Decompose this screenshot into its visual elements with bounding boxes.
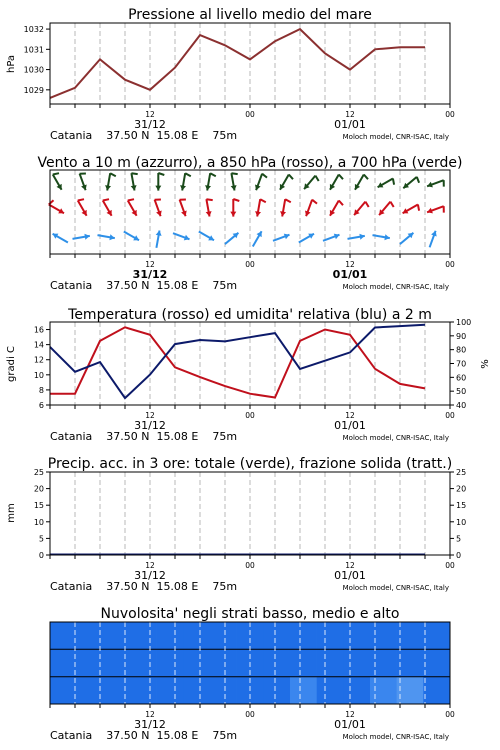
cloud-cell-medio bbox=[103, 649, 130, 677]
y-tick-label: 40 bbox=[456, 401, 467, 410]
model-credit: Moloch model, CNR-ISAC, Italy bbox=[342, 584, 449, 592]
y-tick-label: 25 bbox=[456, 468, 467, 477]
x-tick-label: 12 bbox=[345, 561, 355, 570]
wind-barb bbox=[280, 199, 291, 216]
y-tick-label: 10 bbox=[33, 370, 44, 380]
cloud-cell-basso bbox=[263, 677, 290, 705]
wind-barb bbox=[124, 232, 139, 241]
cloud-cell-alto bbox=[103, 622, 130, 650]
cloud-cell-medio bbox=[157, 649, 184, 677]
x-tick-label: 12 bbox=[345, 710, 355, 719]
y-tick-label: 15 bbox=[33, 501, 44, 511]
panel-precipitation bbox=[6, 456, 466, 593]
model-credit: Moloch model, CNR-ISAC, Italy bbox=[342, 283, 449, 291]
wind-barb-feather bbox=[185, 173, 191, 176]
x-tick-label: 00 bbox=[445, 710, 455, 719]
cloud-cell-medio bbox=[130, 649, 157, 677]
x-tick-label: 12 bbox=[145, 260, 155, 269]
cloud-cell-medio bbox=[423, 649, 450, 677]
wind-barb-feather bbox=[339, 175, 343, 180]
wind-barb bbox=[305, 200, 317, 217]
wind-barb bbox=[255, 174, 267, 191]
cloud-cell-basso bbox=[397, 677, 424, 705]
wind-grid bbox=[75, 170, 425, 254]
date-label: 31/12 bbox=[134, 569, 166, 582]
wind-barb bbox=[355, 175, 368, 190]
wind-barb bbox=[156, 231, 162, 248]
y-tick-label: 0 bbox=[456, 551, 462, 560]
wind-barb bbox=[379, 202, 394, 216]
wind-barb-head bbox=[155, 186, 161, 191]
location-label: Catania 37.50 N 15.08 E 75m bbox=[50, 580, 238, 593]
precipitation-yticks bbox=[34, 468, 50, 560]
wind-barb bbox=[253, 231, 262, 246]
wind-barb-feather bbox=[285, 199, 291, 202]
temperature-xticks bbox=[50, 405, 455, 443]
cloud-cell-alto bbox=[423, 622, 450, 650]
cloud-cell-basso bbox=[183, 677, 210, 705]
wind-barb-feather bbox=[262, 174, 267, 178]
x-tick-label: 00 bbox=[445, 561, 455, 570]
wind-xticks bbox=[50, 254, 455, 292]
wind-barb-feather bbox=[103, 199, 109, 200]
x-tick-label: 12 bbox=[345, 260, 355, 269]
model-credit: Moloch model, CNR-ISAC, Italy bbox=[342, 133, 449, 141]
y-tick-label: 50 bbox=[456, 387, 467, 397]
cloud-cell-medio bbox=[397, 649, 424, 677]
date-label: 31/12 bbox=[134, 419, 166, 432]
y-tick-label: 90 bbox=[456, 331, 467, 341]
cloud-cell-alto bbox=[343, 622, 370, 650]
pressure-title: Pressione al livello medio del mare bbox=[128, 7, 372, 23]
pressure-yticks bbox=[24, 25, 50, 95]
cloud-cell-basso bbox=[157, 677, 184, 705]
wind-barb bbox=[427, 206, 444, 213]
date-label: 01/01 bbox=[334, 118, 366, 131]
wind-barb bbox=[354, 202, 369, 216]
wind-barb-feather bbox=[210, 173, 216, 176]
wind-barb-feather bbox=[365, 202, 368, 207]
clouds-title: Nuvolosita' negli strati basso, medio e alto bbox=[100, 606, 400, 622]
wind-barb bbox=[155, 173, 164, 191]
wind-barb bbox=[53, 173, 62, 190]
wind-barb bbox=[304, 176, 319, 190]
wind-barb-feather bbox=[417, 177, 419, 183]
y-tick-label: 100 bbox=[456, 318, 472, 327]
model-credit: Moloch model, CNR-ISAC, Italy bbox=[342, 434, 449, 442]
location-label: Catania 37.50 N 15.08 E 75m bbox=[50, 129, 238, 142]
temperature-line bbox=[50, 327, 425, 397]
temperature-yticks bbox=[34, 326, 50, 410]
humidity-yticks bbox=[450, 318, 471, 410]
wind-barb bbox=[206, 199, 213, 216]
cloud-cell-basso bbox=[317, 677, 344, 705]
wind-barb-feather bbox=[315, 176, 318, 181]
wind-barb bbox=[400, 233, 414, 244]
wind-barb bbox=[180, 173, 191, 190]
cloud-cell-alto bbox=[157, 622, 184, 650]
wind-barb bbox=[180, 200, 187, 217]
cloud-cell-basso bbox=[423, 677, 450, 705]
cloud-cell-alto bbox=[263, 622, 290, 650]
x-tick-label: 00 bbox=[445, 110, 455, 119]
wind-barb bbox=[205, 173, 216, 190]
clouds-xticks bbox=[50, 704, 455, 742]
panel-clouds bbox=[50, 606, 455, 742]
wind-barb bbox=[78, 199, 87, 216]
x-tick-label: 00 bbox=[245, 260, 255, 269]
date-label: 01/01 bbox=[334, 569, 366, 582]
cloud-cell-basso bbox=[130, 677, 157, 705]
wind-barb-feather bbox=[418, 205, 419, 211]
location-label: Catania 37.50 N 15.08 E 75m bbox=[50, 430, 238, 443]
cloud-cell-medio bbox=[210, 649, 237, 677]
wind-barb bbox=[131, 173, 138, 190]
pressure-line bbox=[50, 29, 425, 98]
wind-barb bbox=[231, 173, 238, 190]
y-tick-label: 1031 bbox=[23, 45, 44, 55]
y-tick-label: 1029 bbox=[23, 85, 44, 95]
cloud-cell-alto bbox=[317, 622, 344, 650]
wind-barb bbox=[53, 234, 68, 243]
y-tick-label: 60 bbox=[456, 373, 467, 383]
date-label: 31/12 bbox=[132, 268, 168, 281]
x-tick-label: 00 bbox=[245, 561, 255, 570]
y-tick-label: 10 bbox=[33, 517, 44, 527]
cloud-cell-basso bbox=[103, 677, 130, 705]
x-tick-label: 00 bbox=[245, 110, 255, 119]
location-label: Catania 37.50 N 15.08 E 75m bbox=[50, 729, 238, 742]
y-tick-label: 70 bbox=[456, 359, 467, 369]
date-label: 01/01 bbox=[332, 268, 368, 281]
y-tick-label: 5 bbox=[456, 534, 462, 544]
y-tick-label: 5 bbox=[38, 534, 44, 544]
cloud-cell-alto bbox=[183, 622, 210, 650]
wind-barb-feather bbox=[390, 202, 393, 207]
wind-barb bbox=[330, 175, 343, 190]
date-label: 01/01 bbox=[334, 419, 366, 432]
y-tick-label: 10 bbox=[456, 517, 467, 527]
y-tick-label: 1030 bbox=[23, 65, 44, 75]
cloud-cell-basso bbox=[290, 677, 317, 705]
wind-barb-feather bbox=[131, 173, 137, 174]
precipitation-yticks-right bbox=[450, 468, 466, 560]
x-tick-label: 00 bbox=[445, 411, 455, 420]
wind-barb-head bbox=[230, 212, 236, 217]
cloud-cell-alto bbox=[130, 622, 157, 650]
x-tick-label: 00 bbox=[245, 411, 255, 420]
wind-barb bbox=[155, 200, 162, 217]
y-tick-label: 16 bbox=[33, 325, 44, 335]
cloud-cell-alto bbox=[210, 622, 237, 650]
wind-barb bbox=[103, 199, 112, 216]
y-tick-label: 20 bbox=[33, 484, 44, 494]
cloud-cell-basso bbox=[370, 677, 397, 705]
wind-barb bbox=[230, 199, 239, 217]
cloud-cell-medio bbox=[317, 649, 344, 677]
wind-barbs bbox=[49, 173, 444, 248]
cloud-cell-medio bbox=[290, 649, 317, 677]
wind-barb-feather bbox=[128, 199, 134, 200]
pressure-xticks bbox=[50, 104, 455, 142]
y-tick-label: 8 bbox=[38, 385, 44, 395]
wind-barb bbox=[128, 199, 137, 216]
wind-barb-feather bbox=[231, 173, 237, 174]
wind-barb bbox=[255, 199, 266, 216]
cloud-cell-medio bbox=[183, 649, 210, 677]
wind-barb-feather bbox=[206, 199, 212, 200]
wind-barb bbox=[403, 177, 419, 188]
wind-barb bbox=[280, 175, 293, 190]
wind-barb bbox=[427, 180, 444, 187]
panel-pressure bbox=[6, 7, 455, 142]
precipitation-xticks bbox=[50, 555, 455, 593]
wind-barb-feather bbox=[260, 199, 266, 202]
wind-barb bbox=[105, 173, 116, 190]
location-label: Catania 37.50 N 15.08 E 75m bbox=[50, 279, 238, 292]
date-label: 01/01 bbox=[334, 718, 366, 731]
x-tick-label: 00 bbox=[445, 260, 455, 269]
wind-barb bbox=[430, 231, 437, 248]
precipitation-ylabel: mm bbox=[6, 503, 17, 523]
x-tick-label: 12 bbox=[345, 411, 355, 420]
wind-barb-feather bbox=[364, 175, 368, 180]
y-tick-label: 15 bbox=[456, 501, 467, 511]
cloud-cell-basso bbox=[50, 677, 77, 705]
x-tick-label: 12 bbox=[345, 110, 355, 119]
x-tick-label: 12 bbox=[145, 411, 155, 420]
y-tick-label: 20 bbox=[456, 484, 467, 494]
wind-barb-feather bbox=[312, 200, 317, 204]
cloud-cell-medio bbox=[263, 649, 290, 677]
wind-barb bbox=[299, 234, 314, 243]
cloud-cell-alto bbox=[50, 622, 77, 650]
wind-barb-feather bbox=[339, 201, 343, 206]
pressure-ylabel: hPa bbox=[6, 54, 17, 74]
x-tick-label: 12 bbox=[145, 561, 155, 570]
wind-barb-feather bbox=[110, 173, 116, 176]
y-tick-label: 0 bbox=[38, 551, 44, 560]
y-tick-label: 14 bbox=[33, 340, 44, 350]
panel-wind bbox=[37, 155, 462, 292]
wind-barb-feather bbox=[393, 179, 394, 185]
wind-barb bbox=[225, 233, 239, 244]
wind-barb bbox=[378, 179, 395, 188]
model-credit: Moloch model, CNR-ISAC, Italy bbox=[342, 733, 449, 741]
wind-barb bbox=[403, 205, 420, 214]
wind-title: Vento a 10 m (azzurro), a 850 hPa (rosso), a 700 hPa (verde) bbox=[37, 155, 463, 171]
wind-barb-feather bbox=[289, 175, 293, 180]
temperature-ylabel: gradi C bbox=[6, 346, 17, 382]
wind-barb-feather bbox=[78, 199, 84, 200]
wind-barb bbox=[80, 174, 87, 191]
temperature-grid bbox=[75, 322, 425, 405]
panel-temperature bbox=[6, 307, 491, 443]
cloud-cell-alto bbox=[397, 622, 424, 650]
y-tick-label: 6 bbox=[38, 401, 44, 410]
cloud-cell-medio bbox=[343, 649, 370, 677]
x-tick-label: 00 bbox=[245, 710, 255, 719]
cloud-cell-medio bbox=[50, 649, 77, 677]
y-tick-label: 80 bbox=[456, 345, 467, 355]
cloud-cell-basso bbox=[343, 677, 370, 705]
cloud-cell-medio bbox=[370, 649, 397, 677]
precipitation-grid bbox=[75, 472, 425, 555]
date-label: 31/12 bbox=[134, 118, 166, 131]
precipitation-title: Precip. acc. in 3 ore: totale (verde), frazione solida (tratt.) bbox=[47, 456, 453, 472]
y-tick-label: 25 bbox=[33, 468, 44, 477]
cloud-cell-alto bbox=[370, 622, 397, 650]
wind-barb-feather bbox=[53, 173, 59, 174]
wind-barb bbox=[330, 201, 343, 216]
wind-barb bbox=[199, 232, 214, 241]
y-tick-label: 1032 bbox=[23, 25, 44, 35]
y-tick-label: 12 bbox=[33, 355, 44, 365]
wind-barb bbox=[49, 200, 64, 213]
pressure-grid bbox=[75, 23, 425, 104]
humidity-ylabel: % bbox=[480, 359, 491, 369]
cloud-cell-alto bbox=[290, 622, 317, 650]
date-label: 31/12 bbox=[134, 718, 166, 731]
cloud-cell-basso bbox=[210, 677, 237, 705]
x-tick-label: 12 bbox=[145, 110, 155, 119]
temperature-title: Temperatura (rosso) ed umidita' relativa (blu) a 2 m bbox=[68, 307, 432, 323]
x-tick-label: 12 bbox=[145, 710, 155, 719]
